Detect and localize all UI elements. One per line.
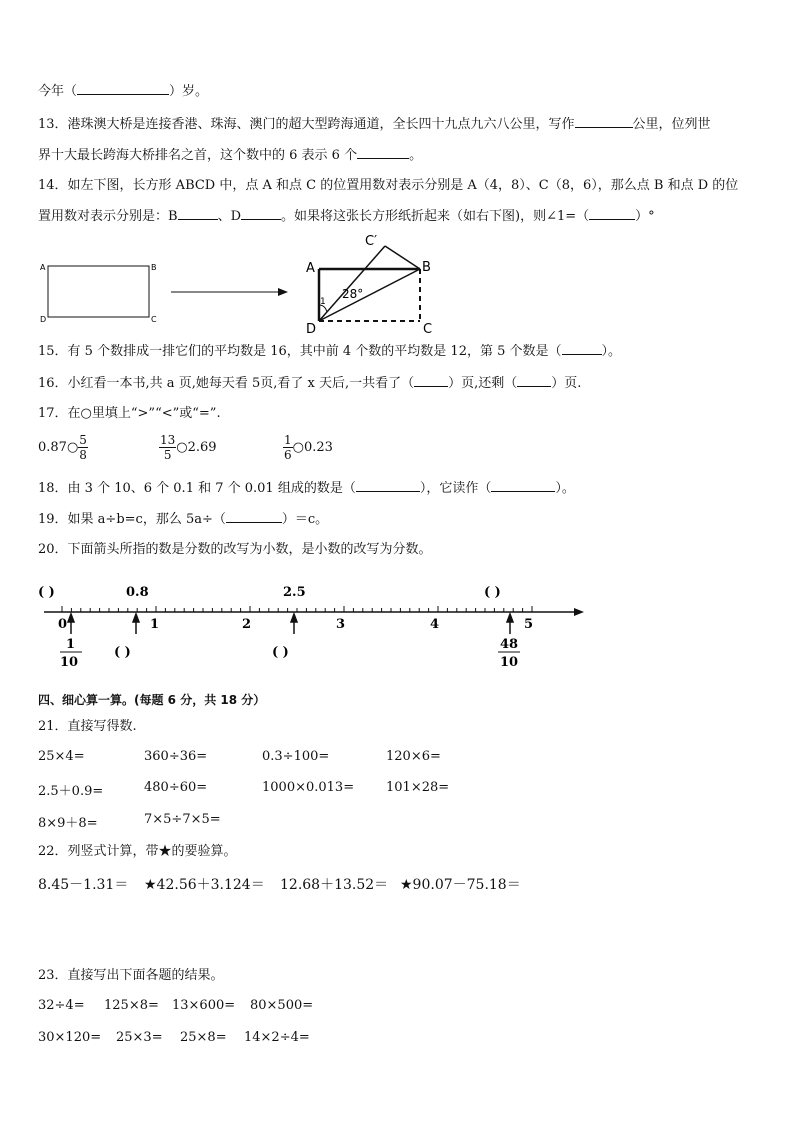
number-line-figure <box>38 578 598 678</box>
fraction-numerator: 48 <box>500 637 519 652</box>
arrow <box>171 288 288 296</box>
top-blank-label: ( ) <box>484 585 501 600</box>
label-b: B <box>151 263 157 272</box>
tick-label-4: 4 <box>430 617 440 632</box>
section-4-title: 四、细心算一算。(每题 6 分，共 18 分） <box>38 693 266 707</box>
question-13-line2: 界十大最长跨海大桥排名之首，这个数中的 6 表示 6 个 。 <box>38 148 423 163</box>
answer-blank[interactable] <box>414 374 448 387</box>
calc-item: 125×8= <box>104 998 159 1013</box>
label-c: C <box>151 315 157 324</box>
angle-28-label: 28° <box>342 287 364 301</box>
calc-item: 480÷60= <box>144 780 208 795</box>
calc-item: ★90.07－75.18＝ <box>400 877 521 893</box>
top-label-2-5: 2.5 <box>283 585 306 600</box>
tick-label-1: 1 <box>150 617 160 632</box>
label-c-prime: C′ <box>365 234 378 249</box>
answer-blank[interactable] <box>562 342 602 355</box>
label-b: B <box>422 260 431 275</box>
answer-blank[interactable] <box>575 115 633 128</box>
answer-blank[interactable] <box>589 207 635 220</box>
calc-item: 14×2÷4= <box>244 1030 310 1045</box>
question-13-line1: 13．港珠澳大桥是连接香港、珠海、澳门的超大型跨海通道，全长四十九点九六八公里，写作 公里，位列世 <box>38 117 711 132</box>
calc-item: 8.45－1.31＝ <box>38 877 129 893</box>
question-21: 21．直接写得数. <box>38 719 137 734</box>
answer-blank[interactable] <box>241 207 281 220</box>
label-d: D <box>306 322 317 337</box>
question-19: 19．如果 a÷b=c，那么 5a÷（ ）＝c。 <box>38 512 329 527</box>
calc-item: 1000×0.013= <box>262 780 355 795</box>
compare-item-3: $\frac{1}{6}$ ○0.23 <box>284 433 333 462</box>
question-20: 20．下面箭头所指的数是分数的改写为小数，是小数的改写为分数。 <box>38 542 432 557</box>
question-14-line2: 置用数对表示分别是：B 、D 。如果将这张长方形纸折起来（如右下图)，则∠1=（ ）° <box>38 209 655 224</box>
calc-item: 25×3= <box>116 1030 163 1045</box>
calc-item: 13×600= <box>172 998 236 1013</box>
calc-item: 8×9＋8= <box>38 816 98 831</box>
label-a: A <box>40 263 46 272</box>
fraction-denominator: 10 <box>500 655 519 670</box>
tick-label-0: 0 <box>58 617 68 632</box>
question-23: 23．直接写出下面各题的结果。 <box>38 968 224 983</box>
question-16: 16．小红看一本书,共 a 页,她每天看 5页,看了 x 天后,一共看了（ ）页,还剩（ ）页. <box>38 376 582 391</box>
calc-item: 80×500= <box>250 998 314 1013</box>
answer-blank[interactable] <box>517 374 551 387</box>
angle-1-label: 1 <box>320 297 326 307</box>
top-label-0-8: 0.8 <box>126 585 149 600</box>
tick-label-3: 3 <box>336 617 346 632</box>
calc-item: 120×6= <box>386 749 441 764</box>
answer-blank[interactable] <box>357 146 409 159</box>
answer-blank[interactable] <box>491 479 555 492</box>
question-18: 18．由 3 个 10、6 个 0.1 和 7 个 0.01 组成的数是（ ），它读作（ ）。 <box>38 481 575 496</box>
answer-blank[interactable] <box>226 510 282 523</box>
tick-label-2: 2 <box>242 617 252 632</box>
calc-item: ★42.56＋3.124＝ <box>144 877 265 893</box>
folded-rectangle-figure <box>306 234 432 337</box>
calc-item: 7×5÷7×5= <box>144 812 221 827</box>
question-22: 22．列竖式计算，带★的要验算。 <box>38 844 237 859</box>
q14-figures <box>36 232 466 337</box>
top-blank-label: ( ) <box>38 585 55 600</box>
calc-item: 360÷36= <box>144 749 208 764</box>
arrow-markers <box>68 614 513 634</box>
q12-tail: 今年（ ）岁。 <box>38 84 209 99</box>
label-a: A <box>306 261 315 276</box>
question-14-line1: 14．如左下图，长方形 ABCD 中，点 A 和点 C 的位置用数对表示分别是 A（4，8）、C（8，6），那么点 B 和点 D 的位 <box>38 178 739 193</box>
bottom-blank-label: ( ) <box>272 645 289 660</box>
calc-item: 32÷4= <box>38 998 85 1013</box>
compare-item-2: $\frac{13}{5}$ ○2.69 <box>160 433 217 462</box>
bottom-blank-label: ( ) <box>114 645 131 660</box>
answer-blank[interactable] <box>356 479 420 492</box>
calc-item: 12.68＋13.52＝ <box>280 877 389 893</box>
question-15: 15．有 5 个数排成一排它们的平均数是 16，其中前 4 个数的平均数是 12，第 5 个数是（ ）。 <box>38 344 622 359</box>
calc-item: 0.3÷100= <box>262 749 330 764</box>
tick-label-5: 5 <box>524 617 534 632</box>
label-d: D <box>40 315 47 324</box>
calc-item: 30×120= <box>38 1030 102 1045</box>
question-17: 17．在○里填上“>”“<”或“=”. <box>38 406 221 421</box>
rectangle-abcd-figure <box>40 263 157 324</box>
label-c: C <box>423 322 433 337</box>
answer-blank[interactable] <box>77 82 169 95</box>
calc-item: 25×8= <box>180 1030 227 1045</box>
calc-item: 101×28= <box>386 780 450 795</box>
calc-item: 2.5＋0.9= <box>38 784 104 799</box>
fraction-denominator: 10 <box>60 655 79 670</box>
answer-blank[interactable] <box>178 207 218 220</box>
calc-item: 25×4= <box>38 749 85 764</box>
fraction-numerator: 1 <box>66 637 76 652</box>
compare-item-1: 0.87○ $\frac{5}{8}$ <box>38 433 87 462</box>
